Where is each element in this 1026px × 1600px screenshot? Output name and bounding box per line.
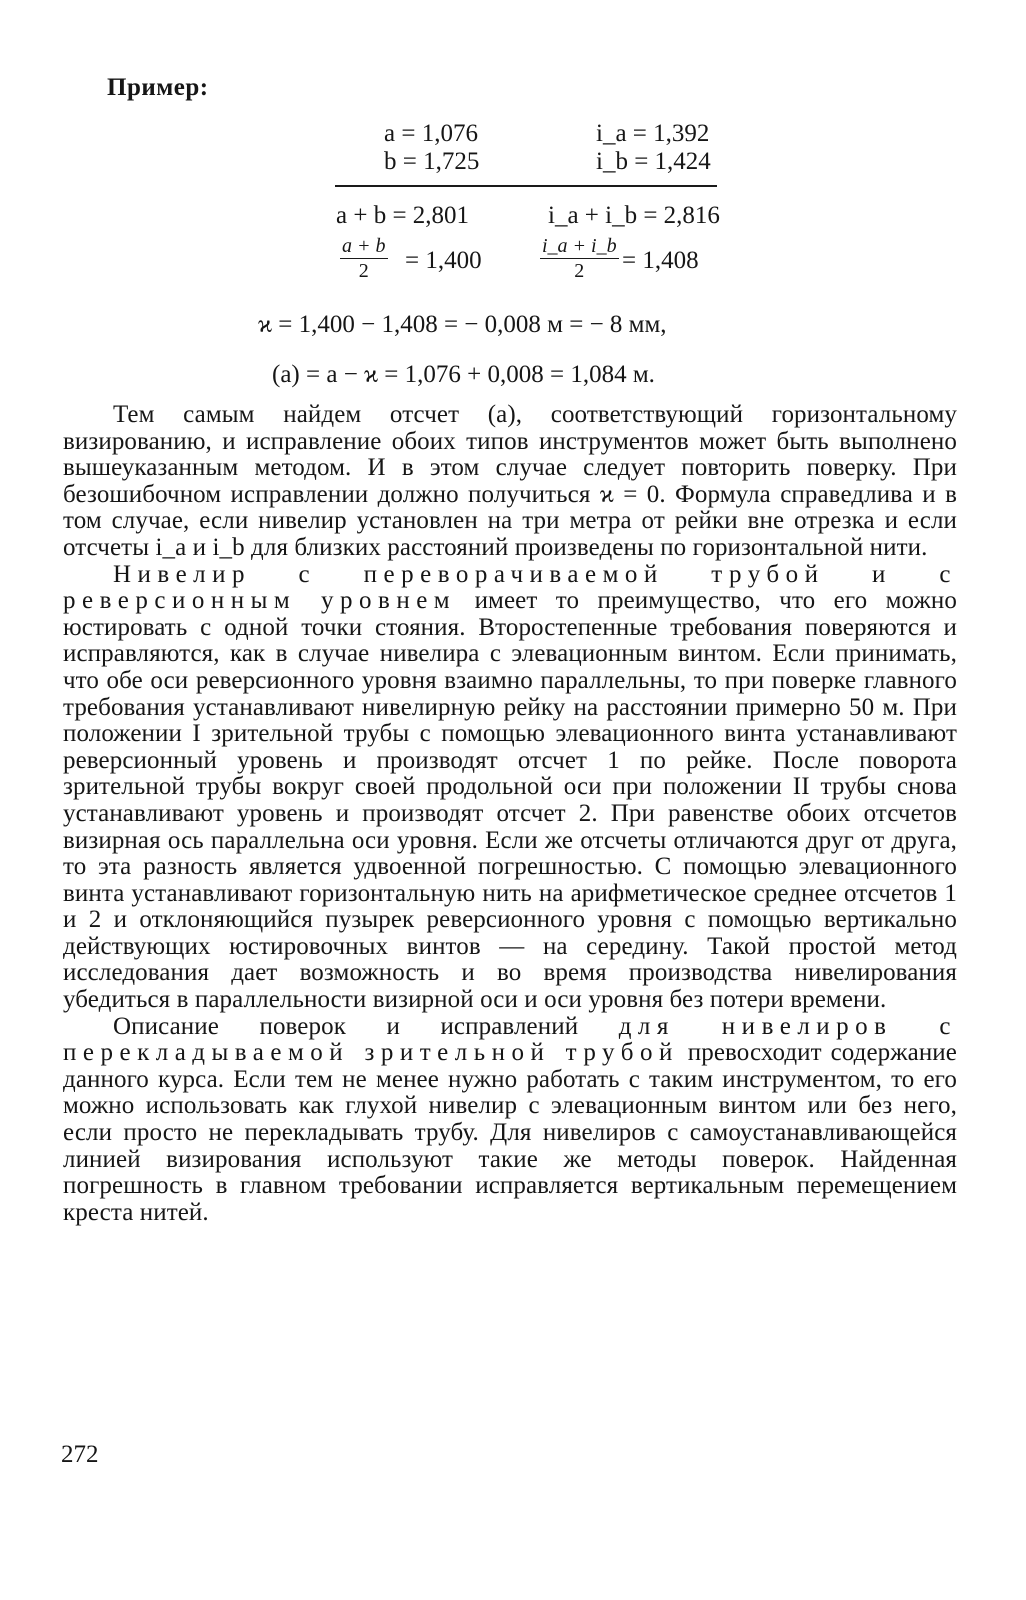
kappa-equation: ϰ = 1,400 − 1,408 = − 0,008 м = − 8 мм, bbox=[258, 311, 667, 338]
paragraph-1: Тем самым найдем отсчет (a), соответствующий горизонтальному визированию, и исправление обоих типов инструментов может быть выполнено вышеуказанным методом. И в этом случае следует повторить поверку. При безошибочном исправлении должно получиться ϰ = 0. Формула справедлива и в том случае, если нивелир установлен на три метра от рейки вне отрезка и если отсчеты i_a и i_b для близких расстояний произведены по горизонтальной нити. bbox=[63, 401, 957, 561]
value-a: a = 1,076 bbox=[384, 120, 478, 147]
spaced-emphasis: Нивелир с переворачиваемой трубой и с реверсионным уровнем bbox=[63, 560, 957, 615]
value-b: b = 1,725 bbox=[384, 148, 480, 175]
example-heading: Пример: bbox=[107, 74, 209, 101]
paragraph-3-start: Описание поверок и исправлений bbox=[113, 1012, 579, 1040]
sum-ia-ib: i_a + i_b = 2,816 bbox=[548, 202, 720, 229]
paragraph-3-text: превосходит содержание данного курса. Если тем не менее нужно работать с таким инструментом, то его можно использовать как глухой нивелир с элевационным винтом или без него, если просто не перекладывать трубу. Для нивелиров с самоустанавливающейся линией визирования используют такие же методы поверок. Найденная погрешность в главном требовании исправляется вертикальным перемещением креста нитей. bbox=[63, 1039, 957, 1226]
body-text bbox=[63, 402, 957, 1226]
value-ib: i_b = 1,424 bbox=[596, 148, 711, 175]
spaced-emphasis: для нивелиров с перекладываемой зрительной трубой bbox=[63, 1012, 957, 1067]
fraction-numerator: i_a + i_b bbox=[542, 235, 617, 257]
value-ia: i_a = 1,392 bbox=[596, 120, 710, 147]
paragraph-2 bbox=[63, 562, 957, 1014]
paragraph-2-text: имеет то преимущество, что его можно юстировать с одной точки стояния. Второстепенные требования поверяются и исправляются, как в случае нивелира с элевационным винтом. Если принимать, что обе оси реверсионного уровня взаимно параллельны, то при поверке главного требования устанавливают нивелирную рейку на расстоянии примерно 50 м. При положении I зрительной трубы с помощью элевационного винта устанавливают реверсионный уровень и производят отсчет 1 по рейке. После поворота зрительной трубы вокруг своей продольной оси при положении II трубы снова устанавливают уровень и производят отсчет 2. При равенстве обоих отсчетов визирная ось параллельна оси уровня. Если же отсчеты отличаются друг от друга, то эта разность является удвоенной погрешностью. С помощью элевационного винта устанавливают горизонтальную нить на арифметическое среднее отсчетов 1 и 2 и отклоняющийся пузырек реверсионного уровня с помощью вертикально действующих юстировочных винтов — на середину. Такой простой метод исследования дает возможность и во время производства нивелирования убедиться в параллельности визирной оси и оси уровня без потери времени. bbox=[63, 587, 957, 1014]
reading-equation: (a) = a − ϰ = 1,076 + 0,008 = 1,084 м. bbox=[272, 361, 655, 388]
half-sum-ab-value: = 1,400 bbox=[405, 247, 482, 274]
page-number: 272 bbox=[61, 1441, 99, 1468]
paragraph-3 bbox=[63, 1014, 957, 1227]
half-sum-iab-value: = 1,408 bbox=[622, 247, 699, 274]
half-sum-ab-fraction bbox=[340, 236, 388, 281]
fraction-numerator: a + b bbox=[342, 235, 386, 257]
fraction-denominator: 2 bbox=[358, 260, 369, 282]
half-sum-iab-fraction bbox=[540, 236, 619, 281]
fraction-denominator: 2 bbox=[574, 260, 585, 282]
sum-a-b: a + b = 2,801 bbox=[336, 202, 470, 229]
sum-rule bbox=[335, 185, 717, 187]
